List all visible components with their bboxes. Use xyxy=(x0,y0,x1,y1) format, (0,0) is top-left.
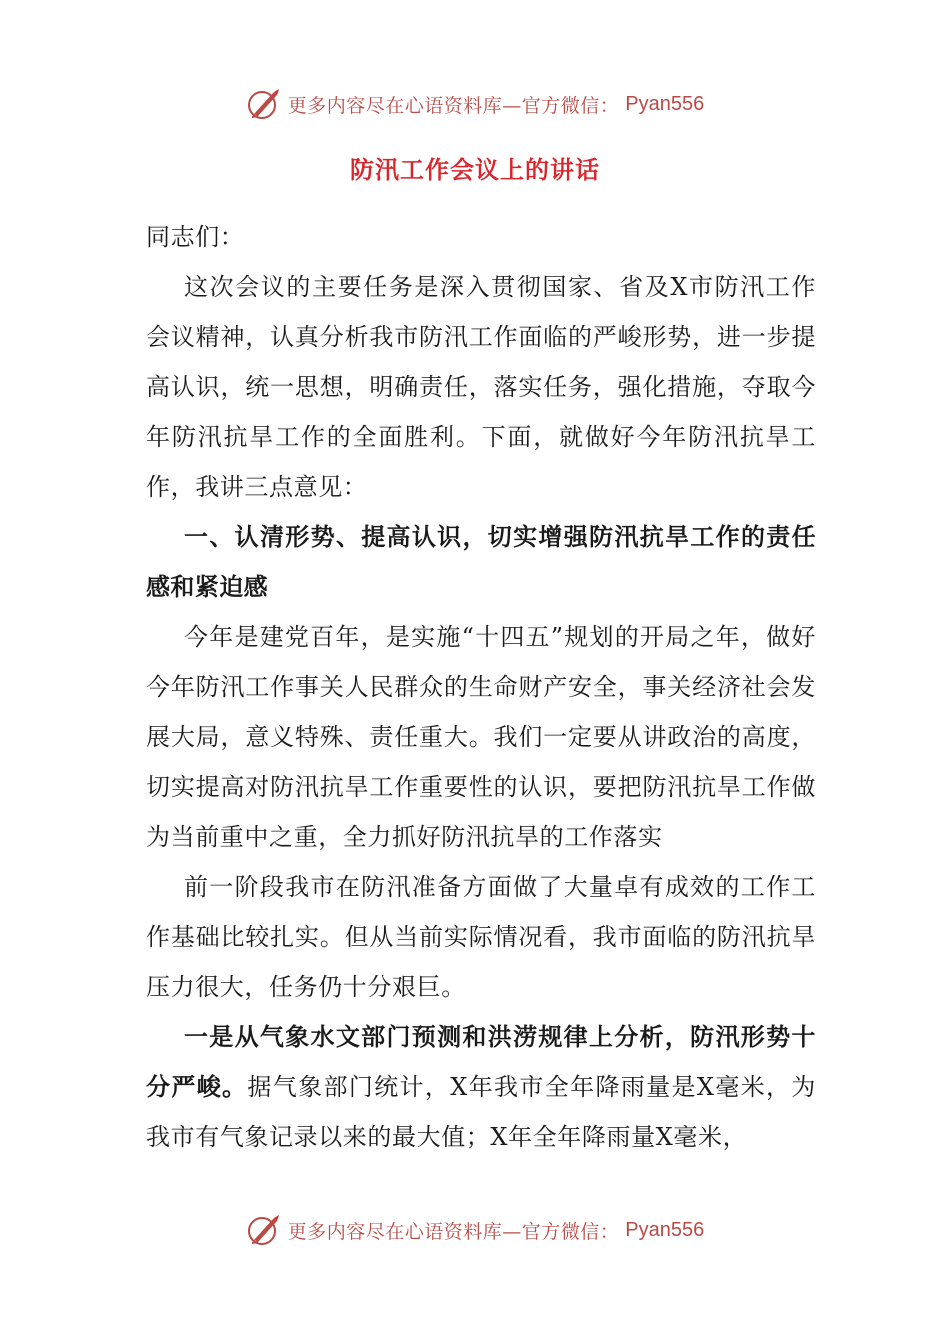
point-1-lead: 一是从气象水文部门预测和洪涝规律上分析，防汛形势十分严峻。 xyxy=(146,1023,816,1101)
intro-paragraph: 这次会议的主要任务是深入贯彻国家、省及X市防汛工作会议精神，认真分析我市防汛工作面临的严峻形势，进一步提高认识，统一思想，明确责任，落实任务，强化措施，夺取今年防汛抗旱工作的全面胜利。下面，就做好今年防汛抗旱工作，我讲三点意见： xyxy=(146,273,816,501)
point-1-body: 据气象部门统计，X年我市全年降雨量是X毫米，为我市有气象记录以来的最大值；X年全年降雨量X毫米， xyxy=(146,1073,816,1151)
point-1-paragraph xyxy=(146,1012,816,1162)
document-title: 防汛工作会议上的讲话 xyxy=(350,156,600,184)
quill-logo-icon xyxy=(246,86,282,122)
document-body xyxy=(146,212,816,1162)
footer-banner xyxy=(0,1210,950,1250)
header-banner xyxy=(0,84,950,124)
section-1-paragraph-2: 前一阶段我市在防汛准备方面做了大量卓有成效的工作工作基础比较扎实。但从当前实际情况看，我市面临的防汛抗旱压力很大，任务仍十分艰巨。 xyxy=(146,873,816,1001)
footer-banner-text: 更多内容尽在心语资料库—官方微信： xyxy=(287,1220,620,1243)
footer-wechat-id: Pyan556 xyxy=(625,1218,705,1241)
section-1-heading: 一、认清形势、提高认识，切实增强防汛抗旱工作的责任感和紧迫感 xyxy=(146,523,816,601)
quill-logo-icon xyxy=(246,1212,282,1248)
header-wechat-id: Pyan556 xyxy=(625,92,705,115)
header-banner-text: 更多内容尽在心语资料库—官方微信： xyxy=(287,94,620,117)
section-1-paragraph-1: 今年是建党百年，是实施“十四五”规划的开局之年，做好今年防汛工作事关人民群众的生命财产安全，事关经济社会发展大局，意义特殊、责任重大。我们一定要从讲政治的高度，切实提高对防汛抗旱工作重要性的认识，要把防汛抗旱工作做为当前重中之重，全力抓好防汛抗旱的工作落实 xyxy=(146,623,816,851)
salutation: 同志们： xyxy=(146,223,245,251)
